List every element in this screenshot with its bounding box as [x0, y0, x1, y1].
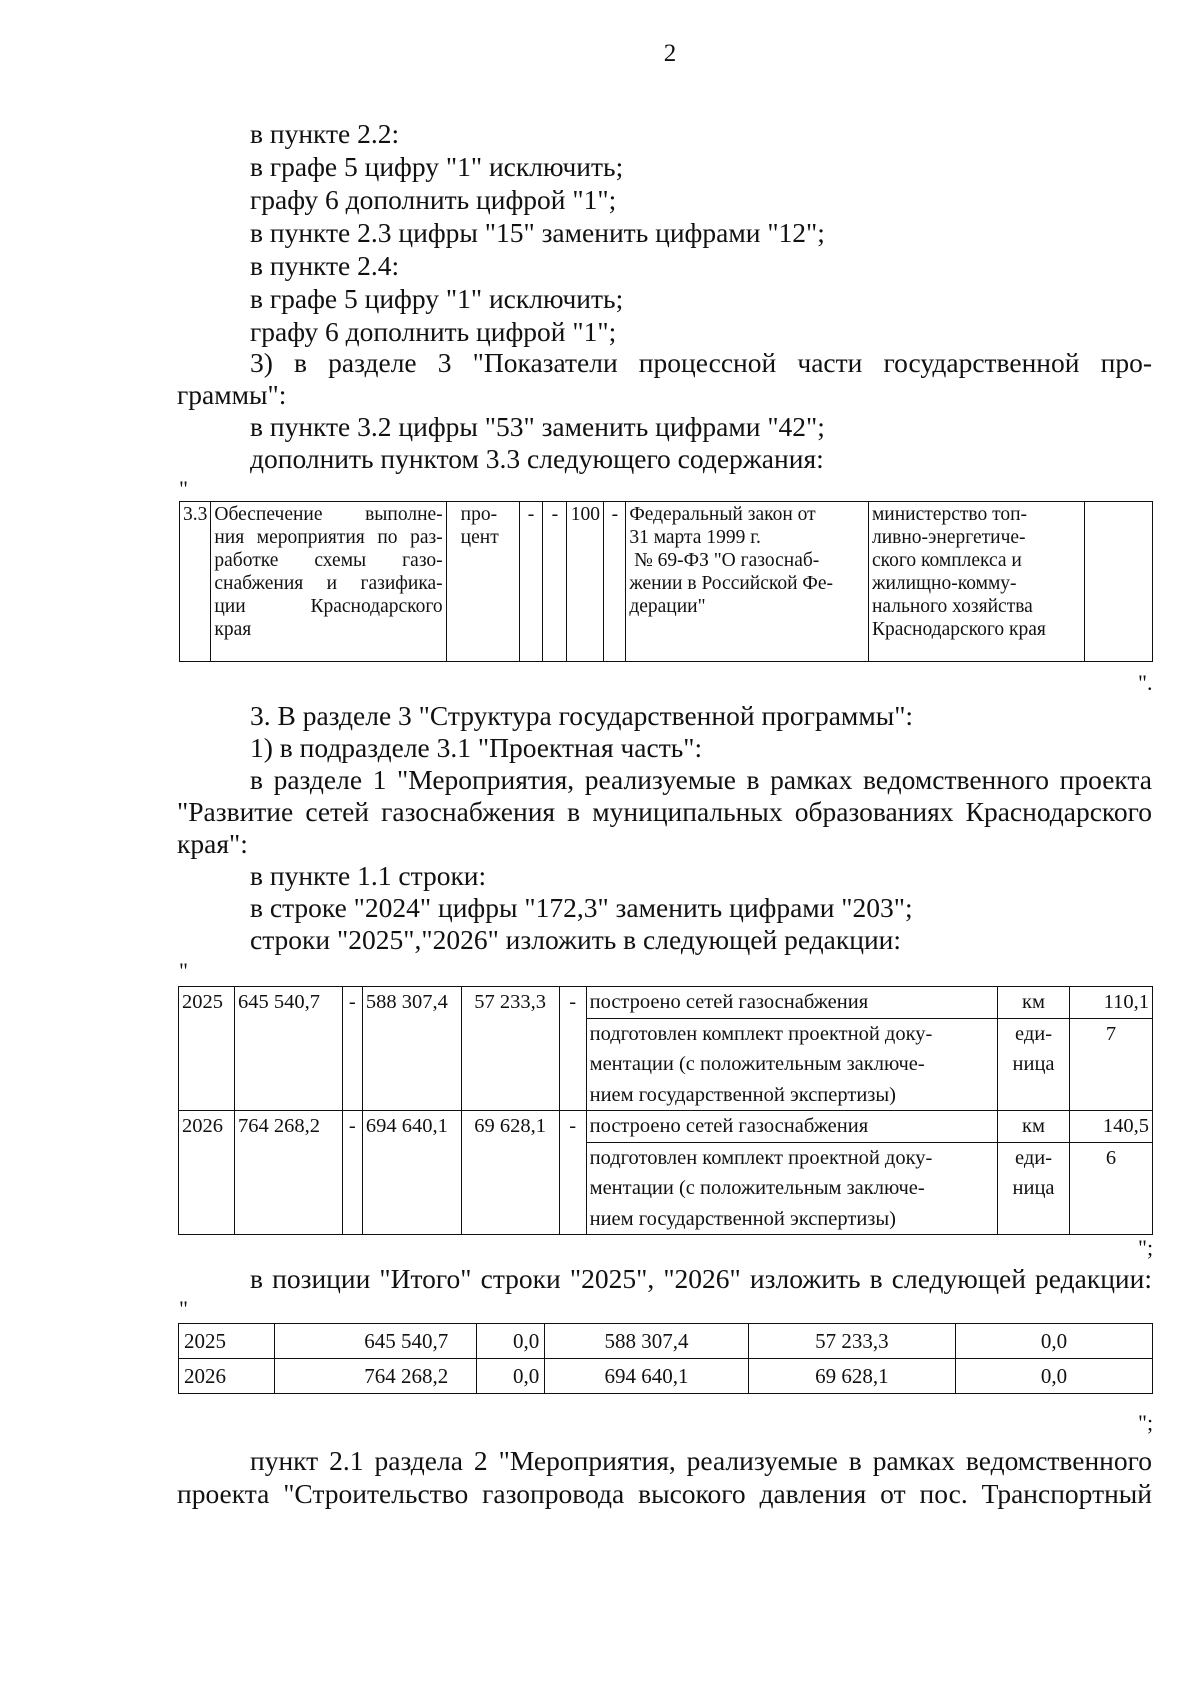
text-line: в строке "2024" цифры "172,3" заменить цифрами "203";: [250, 892, 913, 923]
amount-cell: -: [342, 1111, 362, 1235]
value-cell: -: [519, 502, 543, 662]
amount-cell: 0,0: [477, 1324, 545, 1359]
text-line: в пункте 1.1 строки:: [250, 860, 487, 891]
amount-cell: 588 307,4: [545, 1324, 749, 1359]
item-name: Обеспечение выполне- ния мероприятия по раз- работке схемы газо- снабжения и газифика- ции Краснодарского края: [211, 502, 446, 662]
text-line: 3) в разделе 3 "Показатели процессной части государственной про-: [250, 347, 1152, 378]
text-line: в пункте 3.2 цифры "53" заменить цифрами "42";: [250, 411, 825, 442]
open-quote: ": [179, 1296, 188, 1321]
text-line: граммы":: [177, 379, 287, 410]
funding-table: [178, 986, 1153, 1235]
indicator-name: подготовлен комплект проектной доку- ментации (с положительным заключе- нием государственной экспертизы): [586, 1142, 997, 1235]
amount-cell: 694 640,1: [362, 1111, 461, 1235]
year-cell: 2025: [179, 1324, 275, 1359]
responsible-body: министерство топ- ливно-энергетиче- ского комплекса и жилищно-комму- нального хозяйства Краснодарского края: [868, 502, 1084, 662]
indicator-value: 110,1: [1069, 987, 1152, 1019]
amount-cell: 57 233,3: [748, 1324, 955, 1359]
text-line: 1) в подразделе 3.1 "Проектная часть":: [250, 732, 703, 763]
indicator-value: 6: [1069, 1142, 1152, 1235]
text-line: в графе 5 цифру "1" исключить;: [250, 283, 624, 314]
text-line: в пункте 2.4:: [250, 250, 400, 281]
open-quote: ": [179, 958, 188, 983]
amount-cell: 69 628,1: [461, 1111, 559, 1235]
amount-cell: 764 268,2: [234, 1111, 342, 1235]
value-cell: 100: [567, 502, 604, 662]
value-cell: -: [604, 502, 626, 662]
table-row: [179, 987, 1153, 1019]
amount-cell: -: [559, 987, 586, 1111]
unit-cell: еди- ница: [998, 1018, 1070, 1111]
unit-cell: км: [998, 987, 1070, 1019]
unit: про- цент: [446, 502, 519, 662]
value-cell: -: [543, 502, 567, 662]
year-cell: 2026: [179, 1111, 235, 1235]
text-line: пункт 2.1 раздела 2 "Мероприятия, реализуемые в рамках ведомственного: [250, 1445, 1152, 1476]
table-row: [179, 1359, 1153, 1394]
text-line: в графе 5 цифру "1" исключить;: [250, 151, 624, 182]
page-number: 2: [663, 40, 677, 67]
amount-cell: 69 628,1: [748, 1359, 955, 1394]
open-quote: ": [179, 476, 188, 501]
amount-cell: 0,0: [955, 1359, 1152, 1394]
indicator-name: построено сетей газоснабжения: [586, 987, 997, 1019]
amount-cell: -: [559, 1111, 586, 1235]
amount-cell: 694 640,1: [545, 1359, 749, 1394]
text-line: края":: [177, 828, 248, 859]
amount-cell: 0,0: [955, 1324, 1152, 1359]
year-cell: 2025: [179, 987, 235, 1111]
text-line: графу 6 дополнить цифрой "1";: [250, 316, 617, 347]
table-row: [180, 502, 1153, 662]
text-line: 3. В разделе 3 "Структура государственной программы":: [250, 700, 914, 731]
text-line: в пункте 2.3 цифры "15" заменить цифрами "12";: [250, 217, 825, 248]
amount-cell: 645 540,7: [234, 987, 342, 1111]
text-line: проекта "Строительство газопровода высокого давления от пос. Транспортный: [177, 1478, 1152, 1509]
text-line: "Развитие сетей газоснабжения в муниципальных образованиях Краснодарского: [177, 796, 1152, 827]
indicator-table: [179, 501, 1153, 662]
text-line: дополнить пунктом 3.3 следующего содержания:: [250, 443, 824, 474]
amount-cell: 588 307,4: [362, 987, 461, 1111]
unit-cell: км: [998, 1111, 1070, 1143]
text-line: графу 6 дополнить цифрой "1";: [250, 184, 617, 215]
amount-cell: 645 540,7: [274, 1324, 477, 1359]
amount-cell: 764 268,2: [274, 1359, 477, 1394]
table-row: [179, 1324, 1153, 1359]
table-row: [179, 1111, 1153, 1143]
close-quote: ";: [1138, 1235, 1154, 1260]
legal-basis: Федеральный закон от 31 марта 1999 г. № 69-ФЗ "О газоснаб- жении в Российской Фе- дерации": [626, 502, 869, 662]
text-line: строки "2025","2026" изложить в следующей редакции:: [250, 924, 902, 955]
amount-cell: 0,0: [477, 1359, 545, 1394]
amount-cell: 57 233,3: [461, 987, 559, 1111]
text-line: в пункте 2.2:: [250, 118, 400, 149]
totals-table: [178, 1323, 1153, 1394]
amount-cell: -: [342, 987, 362, 1111]
indicator-name: построено сетей газоснабжения: [586, 1111, 997, 1143]
indicator-name: подготовлен комплект проектной доку- ментации (с положительным заключе- нием государственной экспертизы): [586, 1018, 997, 1111]
text-line: в разделе 1 "Мероприятия, реализуемые в рамках ведомственного проекта: [250, 764, 1152, 795]
unit-cell: еди- ница: [998, 1142, 1070, 1235]
text-line: в позиции "Итого" строки "2025", "2026" изложить в следующей редакции:: [250, 1263, 1152, 1294]
item-number: 3.3: [180, 502, 211, 662]
close-quote: ".: [1138, 670, 1153, 695]
close-quote: ";: [1138, 1410, 1154, 1435]
indicator-value: 7: [1069, 1018, 1152, 1111]
empty-cell: [1085, 502, 1153, 662]
indicator-value: 140,5: [1069, 1111, 1152, 1143]
year-cell: 2026: [179, 1359, 275, 1394]
